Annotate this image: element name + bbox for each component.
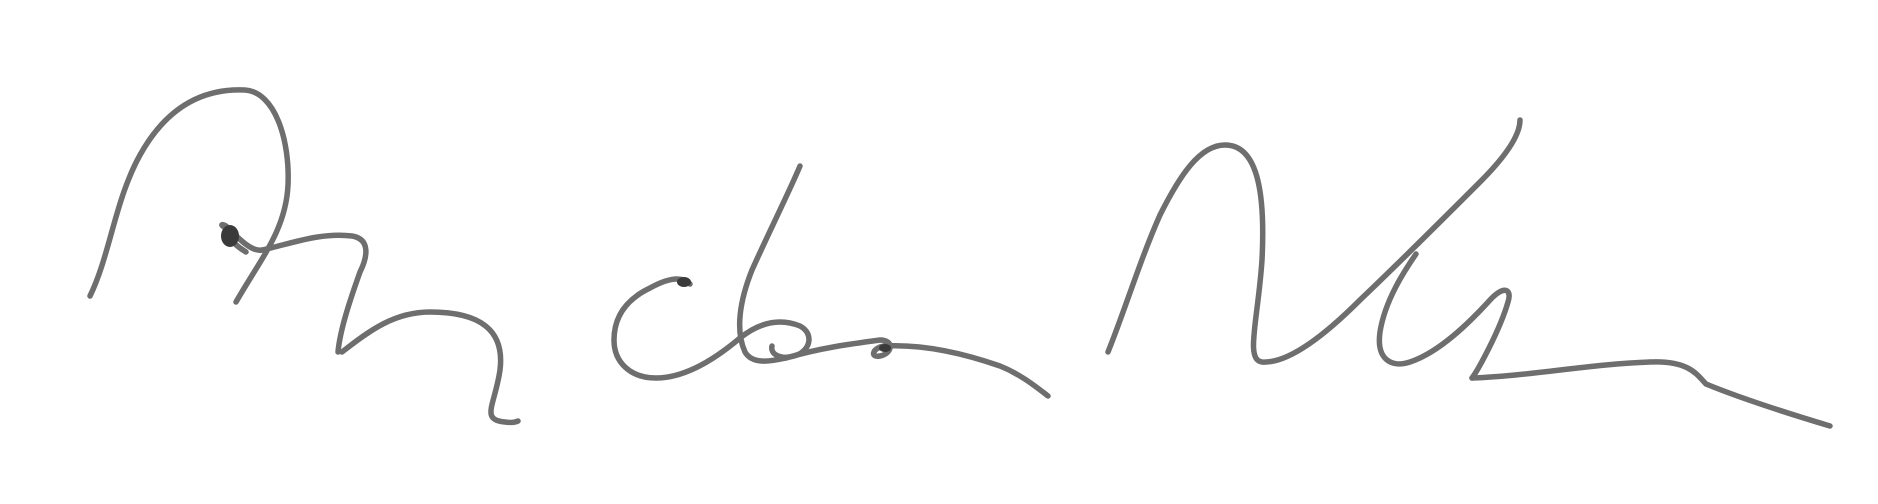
signature-stroke-last-diagonal (1360, 120, 1520, 300)
signature-stroke-first-tail (342, 312, 518, 422)
signature-strokes (90, 90, 1830, 426)
signature-ink-blot-dot (879, 344, 891, 352)
signature-stroke-middle-a (786, 340, 890, 358)
signature-stroke-last-tail (1472, 362, 1830, 426)
signature-stroke-first-initial-arc (90, 90, 288, 302)
signature-stroke-last-hook (1379, 254, 1509, 378)
signature-ink-blot-middle (677, 277, 691, 287)
signature-stroke-middle-c (614, 279, 740, 378)
signature-stroke-last-n (1108, 145, 1360, 362)
signature-stroke-middle-tail (884, 346, 1048, 396)
signature-ink-blot-first (221, 225, 239, 247)
